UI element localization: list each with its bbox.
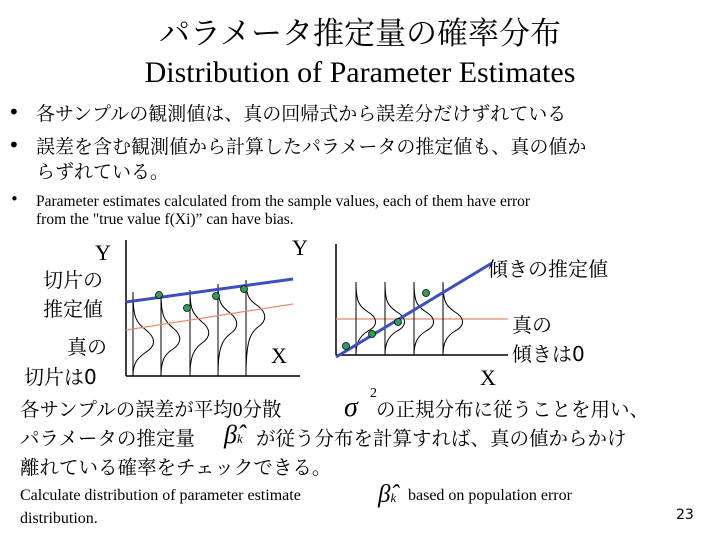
footer-en-c: distribution. (20, 510, 98, 527)
body-line-1-a: 各サンプルの誤差が平均 (20, 398, 233, 421)
footer-en-b: based on population error (408, 487, 572, 504)
body-line-2-a: パラメータの推定量 (20, 427, 195, 450)
bullet-en-line2: from the "true value f(Xi)” can have bias. (36, 211, 294, 228)
left-x-label: X (271, 343, 287, 368)
left-estimate-line (126, 279, 293, 302)
true-slope-label-1: 真の (512, 313, 552, 337)
sigma-squared-symbol-icon (344, 392, 358, 424)
bullet-dot-icon: • (10, 190, 19, 208)
intercept-estimate-label-2: 推定値 (43, 297, 103, 321)
beta-subscript-footer: k (390, 490, 397, 505)
body-line-1-zero: 0 (232, 400, 243, 421)
bullet-1-text: 各サンプルの観測値は、真の回帰式から誤差分だけずれている (36, 103, 567, 125)
page-title-jp: パラメータ推定量の確率分布 (158, 16, 562, 52)
beta-hat-k-symbol-icon (378, 481, 396, 509)
left-true-line (126, 304, 293, 330)
beta-symbol: β̂ (224, 420, 237, 449)
true-intercept-label-1: 真の (67, 335, 107, 359)
page-number: 23 (676, 507, 694, 523)
left-y-label: Y (95, 240, 111, 265)
intercept-estimate-label-1: 切片の (43, 268, 103, 292)
bullet-dot-icon: • (8, 133, 20, 157)
footer-en-a: Calculate distribution of parameter estimate (20, 487, 301, 504)
body-line-1-c: の正規分布に従うことを用い、 (376, 398, 650, 421)
right-y-label: Y (292, 235, 308, 260)
left-sample-points (156, 286, 248, 312)
beta-symbol-footer: β̂ (378, 481, 391, 508)
page-title-en: Distribution of Parameter Estimates (144, 56, 576, 89)
body-line-2-b: が従う分布を計算すれば、真の値からかけ (256, 427, 627, 450)
sigma-symbol: σ (344, 392, 358, 423)
right-x-label: X (480, 365, 496, 390)
true-slope-label-2: 傾きは0 (512, 342, 585, 366)
left-error-distributions (133, 280, 265, 376)
bullet-en-line1: Parameter estimates calculated from the sample values, each of them have error (36, 193, 531, 210)
beta-subscript: k (236, 431, 243, 446)
sigma-exponent: 2 (370, 386, 377, 401)
bullet-dot-icon: • (8, 100, 20, 124)
body-line-1-b: 分散 (242, 398, 282, 421)
body-line-3: 離れている確率をチェックできる。 (20, 456, 332, 479)
beta-hat-k-symbol-icon (224, 420, 243, 450)
bullet-2-text-cont: らずれている。 (36, 161, 170, 183)
true-intercept-label-2: 切片は0 (24, 365, 97, 389)
slope-estimate-label: 傾きの推定値 (488, 257, 608, 281)
bullet-2-text: 誤差を含む観測値から計算したパラメータの推定値も、真の値か (36, 136, 587, 158)
